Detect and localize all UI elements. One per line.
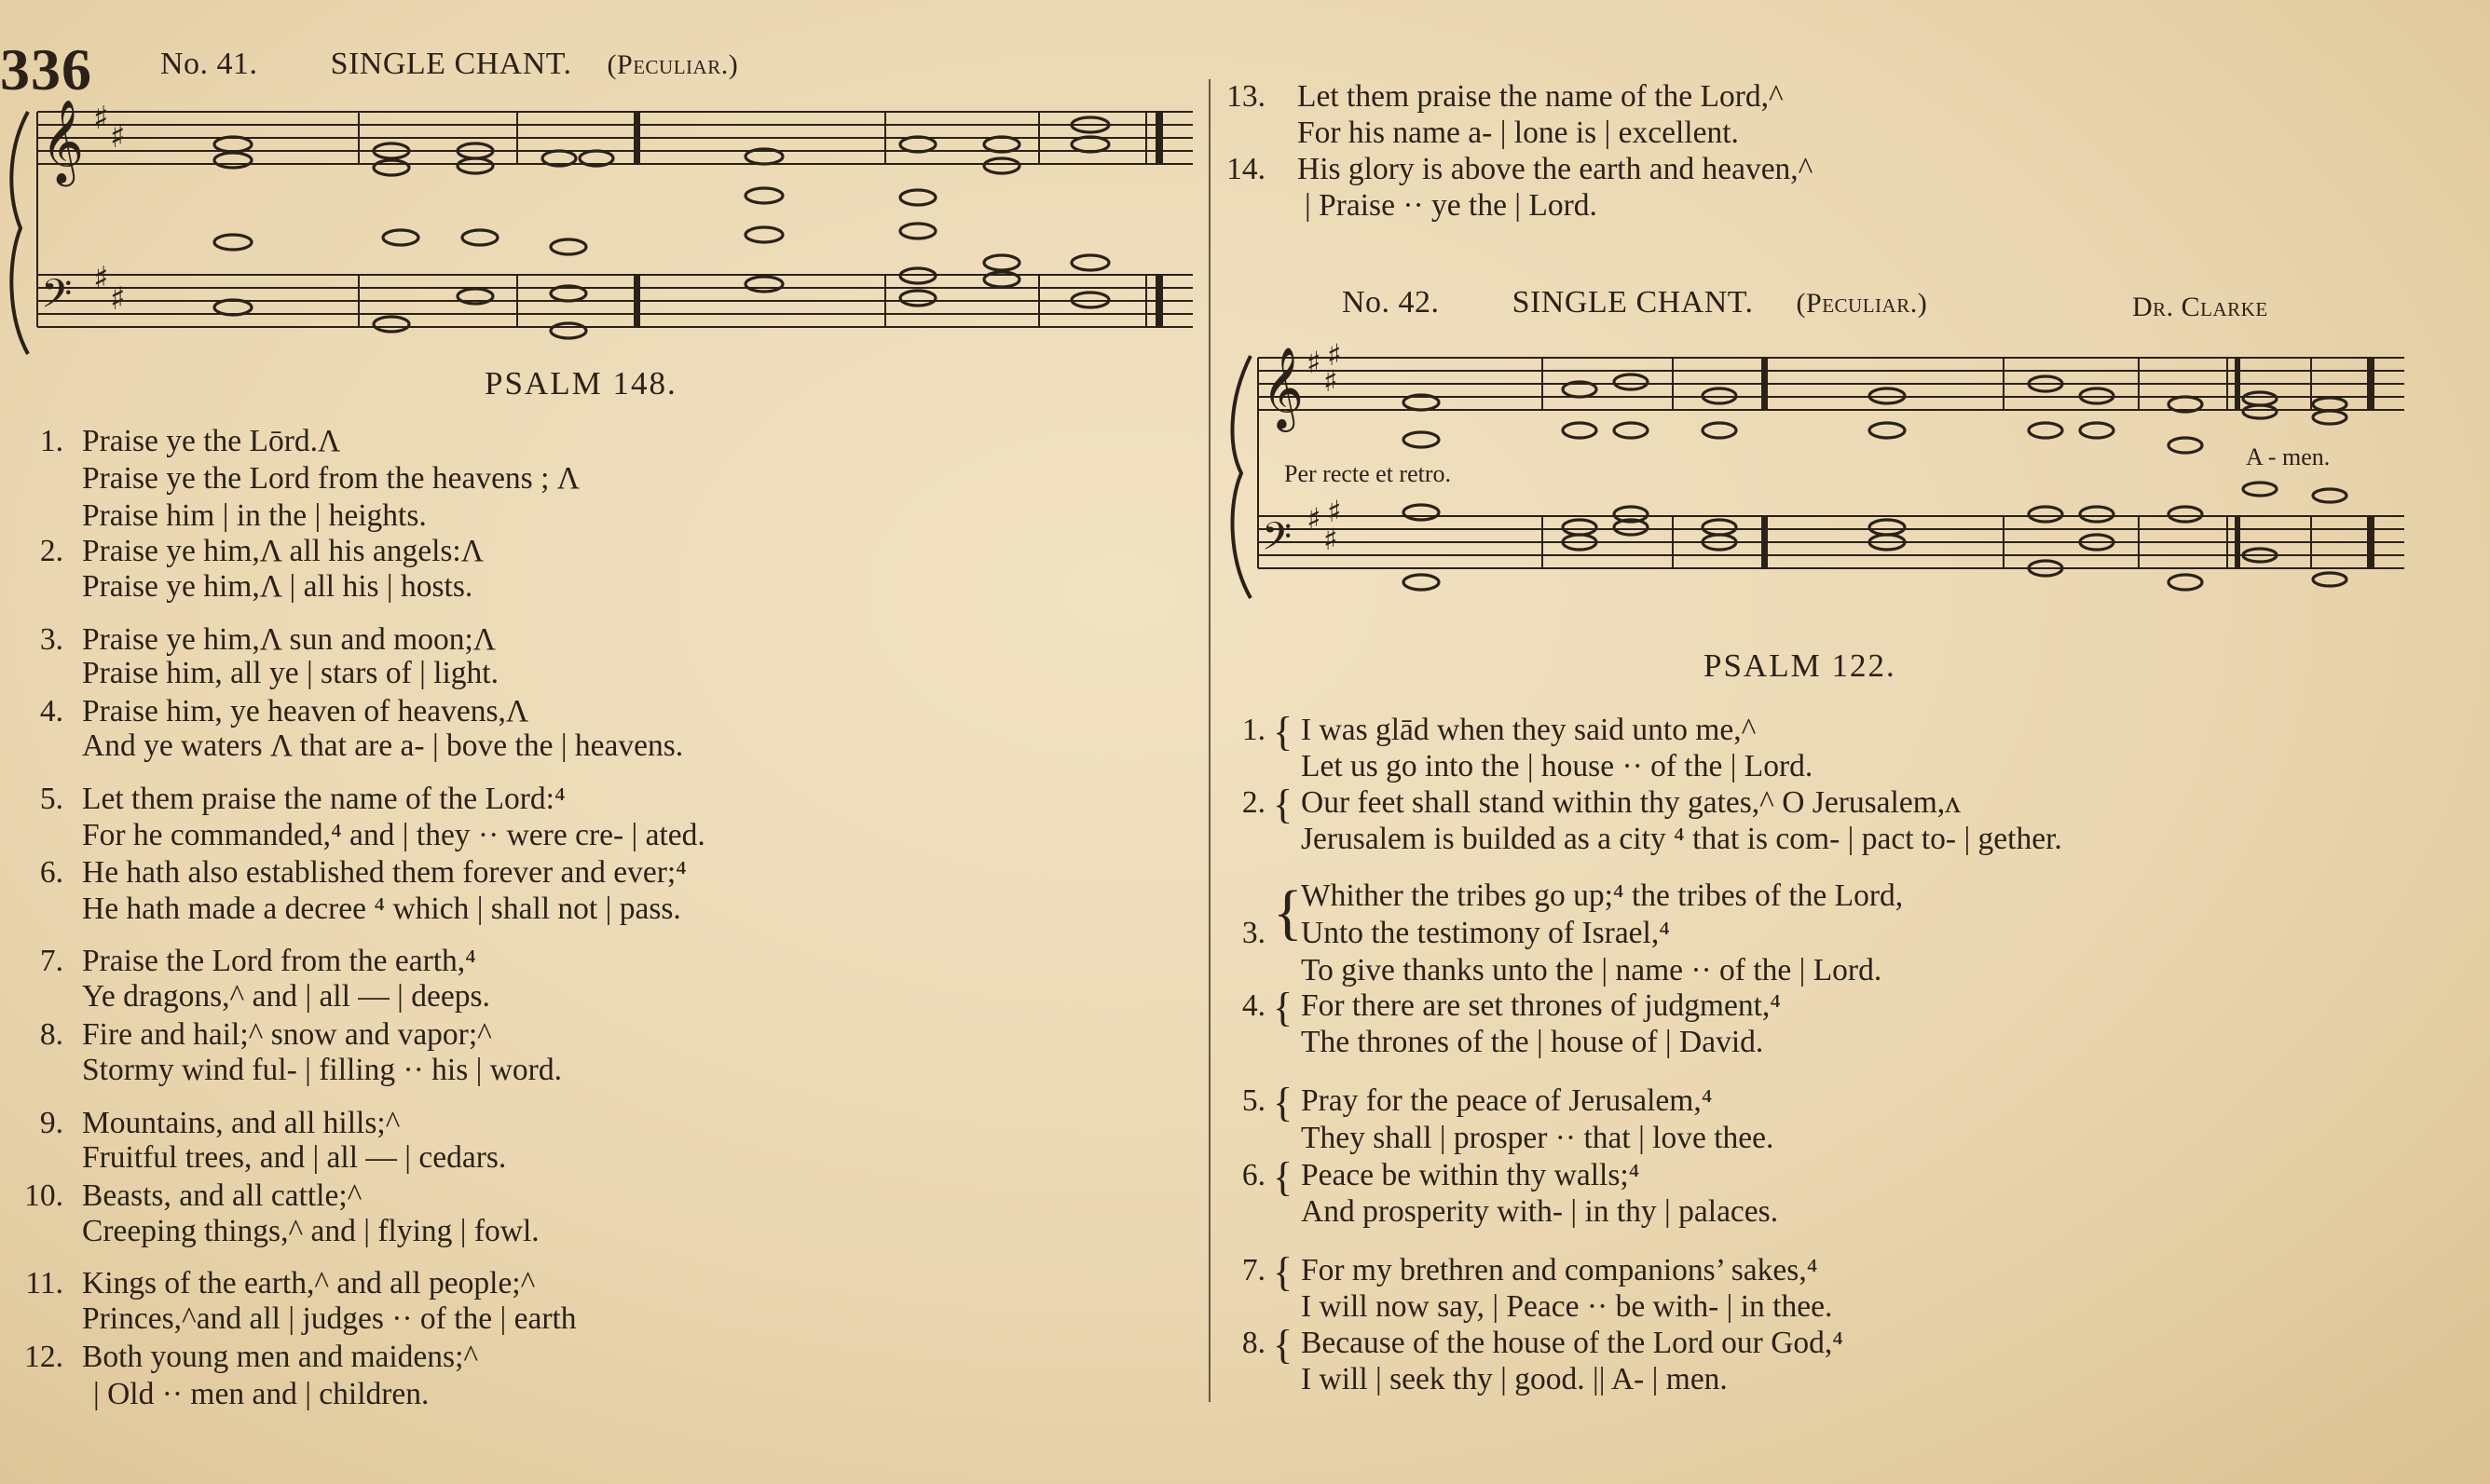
svg-text:♯: ♯ [1323, 522, 1338, 557]
treble-clef-icon: 𝄞 [1262, 346, 1304, 429]
chant-41-score [0, 93, 1202, 373]
amen-label: A - men. [2246, 443, 2331, 470]
svg-text:♯: ♯ [1327, 494, 1342, 529]
svg-text:♯: ♯ [110, 280, 126, 318]
chant-41-title: SINGLE CHANT. [330, 47, 572, 81]
bass-clef-icon: 𝄢 [1262, 514, 1293, 568]
chant-42-meter: (Peculiar.) [1796, 288, 1928, 319]
page-number: 336 [0, 36, 92, 102]
bass-staff-42 [1258, 516, 2404, 568]
chant-42-number: No. 42. [1342, 285, 1440, 320]
svg-text:♯: ♯ [1307, 501, 1321, 537]
chant-42-header [1342, 285, 1927, 320]
svg-text:♯: ♯ [110, 118, 126, 156]
treble-staff-42 [1258, 358, 2404, 410]
treble-staff-41 [37, 112, 1193, 164]
psalm-122-title: PSALM 122. [1703, 647, 1896, 684]
psalm-148-title: PSALM 148. [485, 365, 677, 402]
per-recte-note: Per recte et retro. [1284, 460, 1452, 487]
chant-42-notes [1403, 374, 2346, 590]
svg-text:♯: ♯ [93, 100, 109, 137]
chant-41-header [160, 47, 738, 82]
svg-text:♯: ♯ [93, 260, 109, 297]
chant-41-number: No. 41. [160, 47, 258, 81]
chant-41-meter: (Peculiar.) [607, 49, 739, 80]
treble-clef-icon: 𝄞 [41, 100, 85, 184]
svg-text:♯: ♯ [1307, 345, 1321, 380]
svg-text:♯: ♯ [1327, 337, 1342, 373]
chant-42-composer: Dr. Clarke [2132, 292, 2268, 322]
bass-clef-icon: 𝄢 [41, 271, 73, 327]
svg-text:♯: ♯ [1323, 363, 1338, 399]
column-divider [1209, 79, 1211, 1402]
chant-42-title: SINGLE CHANT. [1512, 285, 1754, 320]
